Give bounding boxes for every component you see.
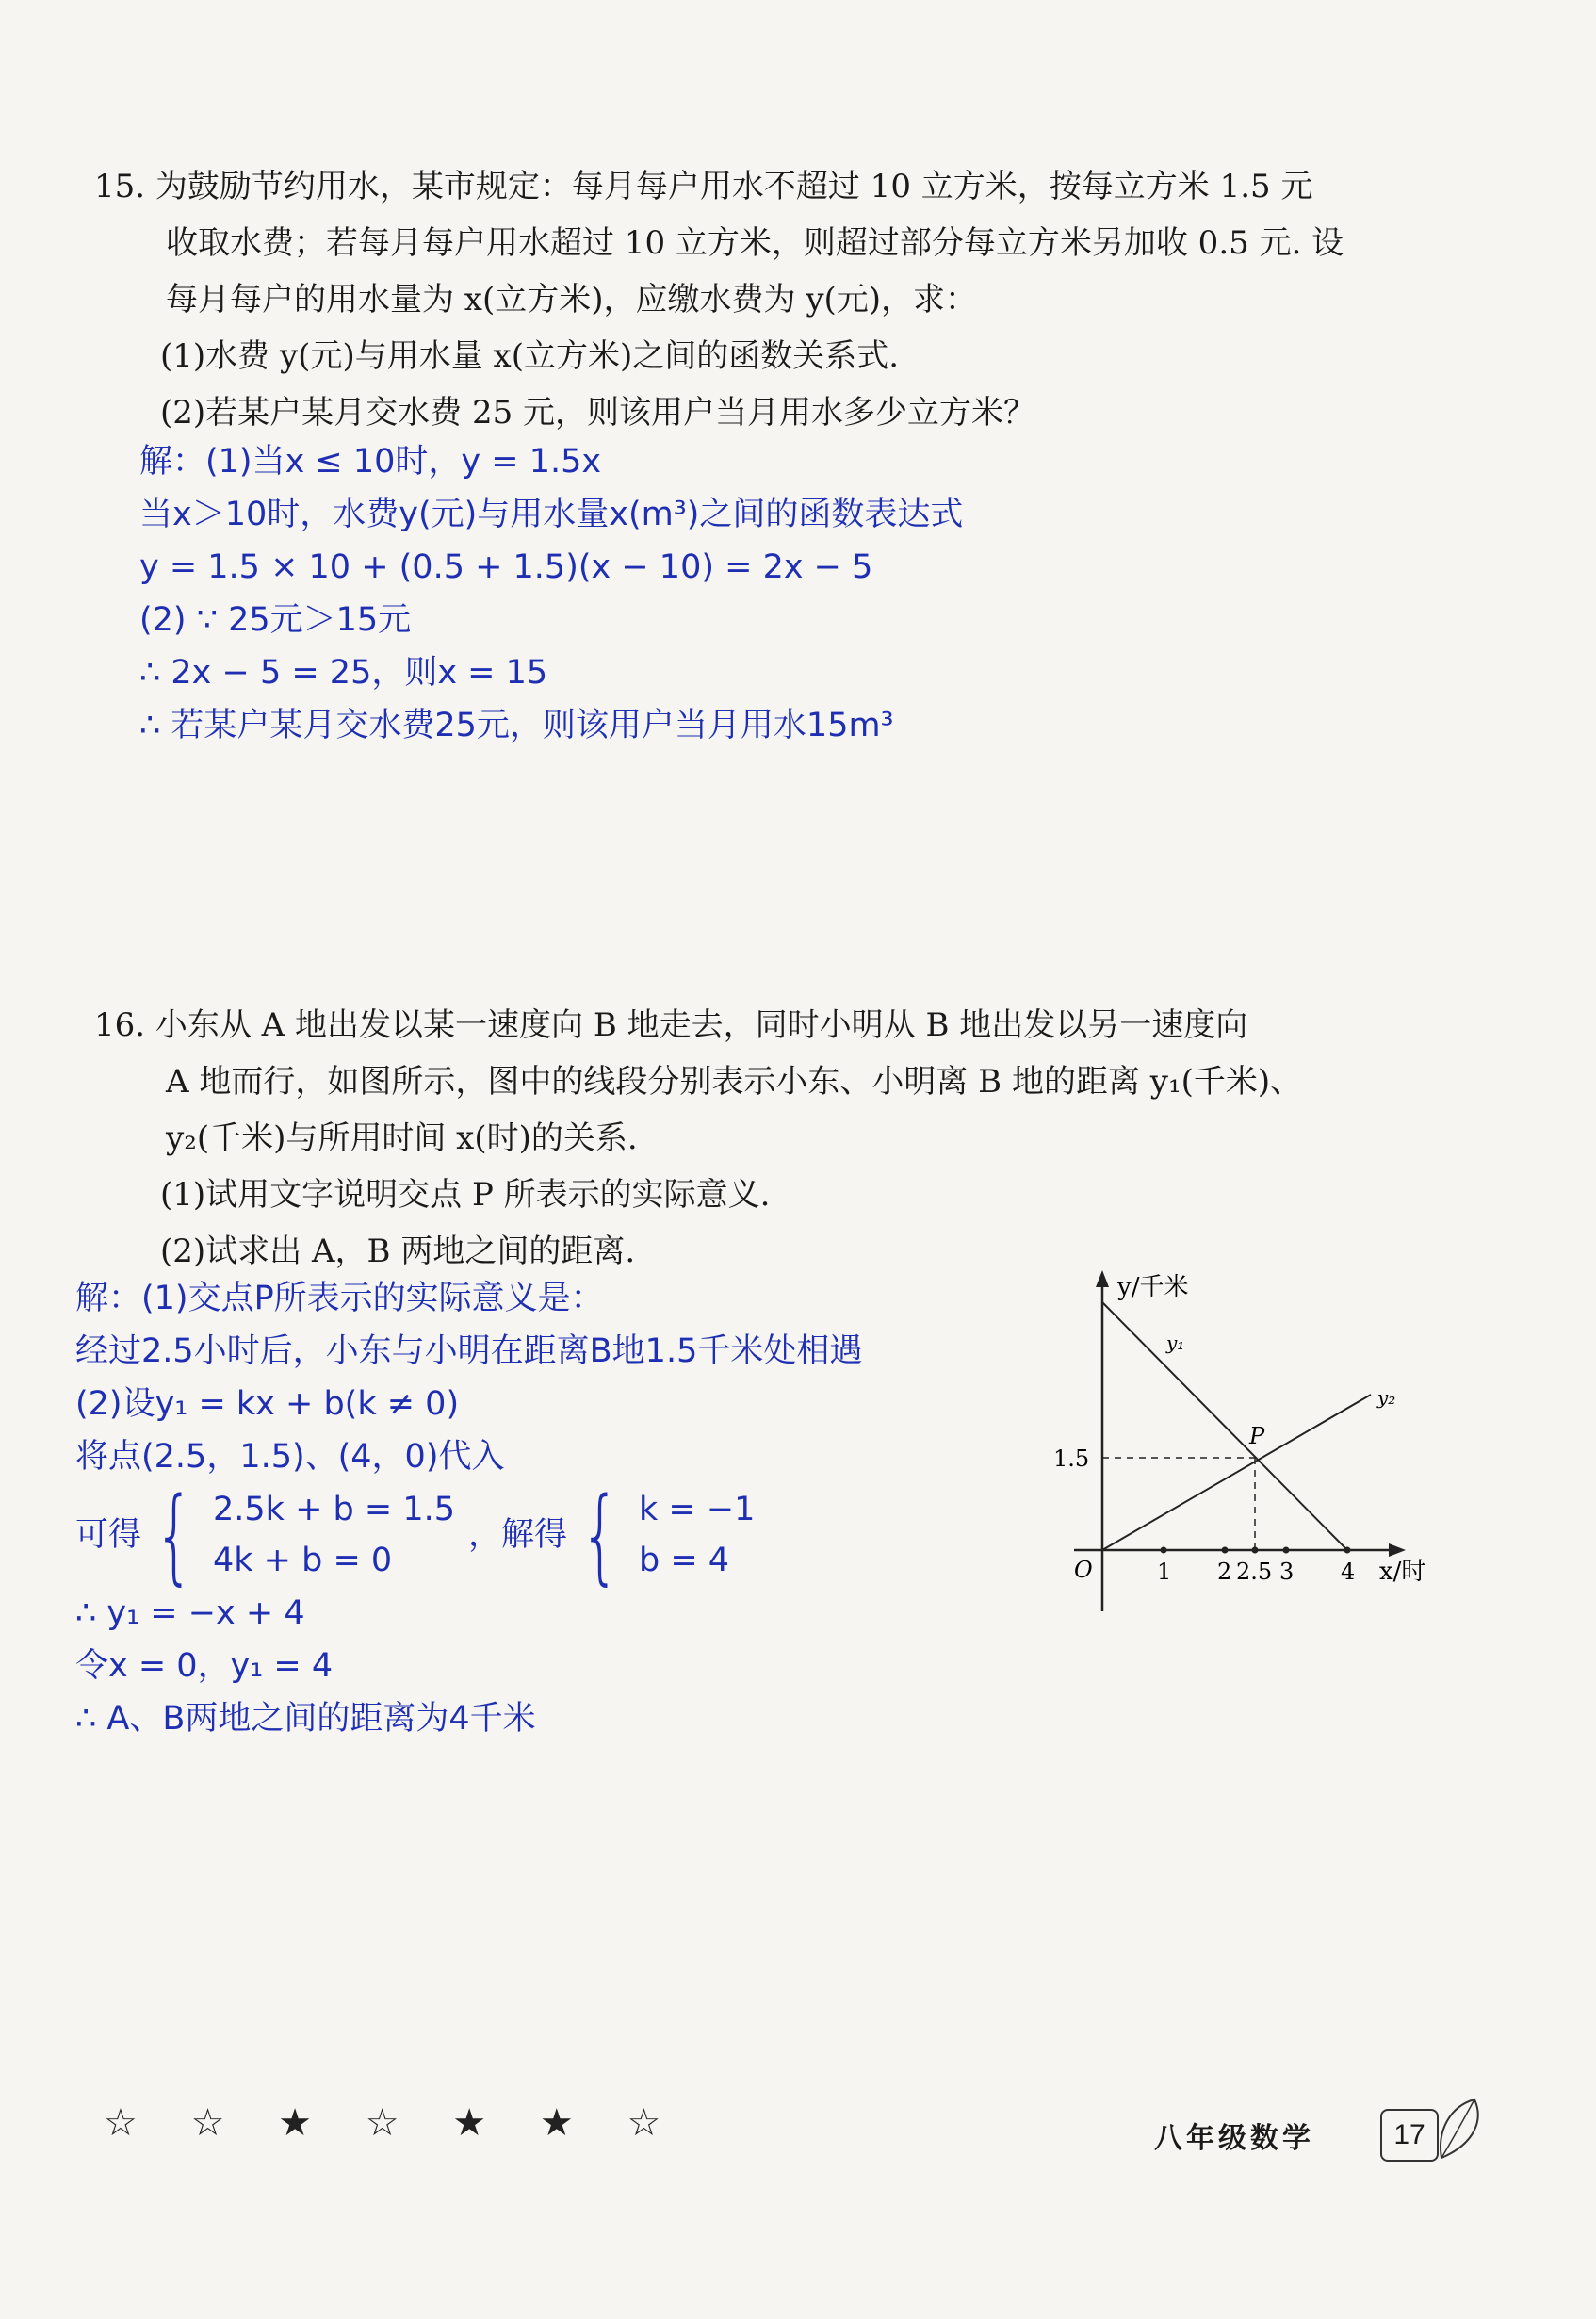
footer-stars: ☆ ☆ ★ ☆ ★ ★ ☆ bbox=[104, 2101, 682, 2145]
a16-line7: 令x = 0，y₁ = 4 bbox=[75, 1647, 334, 1685]
x-tick-label-2: 2 bbox=[1217, 1559, 1232, 1585]
a15-line2: 当x＞10时，水费y(元)与用水量x(m³)之间的函数表达式 bbox=[139, 496, 964, 533]
q16-line2: A 地而行，如图所示，图中的线段分别表示小东、小明离 B 地的距离 y₁(千米)、 bbox=[166, 1063, 1303, 1101]
q15-line3: 每月每户的用水量为 x(立方米)，应缴水费为 y(元)，求： bbox=[166, 281, 978, 318]
a16-line4: 将点(2.5，1.5)、(4，0)代入 bbox=[75, 1438, 505, 1476]
system1-row2: 4k + b = 0 bbox=[213, 1542, 393, 1579]
q15-line2: 收取水费；若每月每户用水超过 10 立方米，则超过部分每立方米另加收 0.5 元. 设 bbox=[166, 224, 1344, 262]
a15-line1: 解：(1)当x ≤ 10时，y = 1.5x bbox=[139, 443, 602, 481]
q16-line1: 16. 小东从 A 地出发以某一速度向 B 地走去，同时小明从 B 地出发以另一速度向 bbox=[94, 1006, 1248, 1044]
point-p-label: P bbox=[1249, 1423, 1265, 1449]
a16-line5-mid: ，解得 bbox=[467, 1516, 567, 1554]
q15-part1: (1)水费 y(元)与用水量 x(立方米)之间的函数关系式. bbox=[160, 337, 900, 375]
q16-part2: (2)试求出 A，B 两地之间的距离. bbox=[160, 1233, 636, 1270]
a16-line8: ∴ A、B两地之间的距离为4千米 bbox=[75, 1700, 536, 1738]
tick-dot-2 bbox=[1222, 1547, 1229, 1554]
a16-line3: (2)设y₁ = kx + b(k ≠ 0) bbox=[75, 1385, 460, 1423]
a16-line5-prefix: 可得 bbox=[75, 1516, 142, 1554]
answer-16 bbox=[75, 1272, 862, 1745]
a15-line5: ∴ 2x − 5 = 25，则x = 15 bbox=[139, 654, 548, 692]
q16-line3: y₂(千米)与所用时间 x(时)的关系. bbox=[166, 1119, 638, 1157]
y-axis-arrow-icon bbox=[1096, 1270, 1109, 1287]
brace-icon: { bbox=[580, 1475, 620, 1595]
system2-row1: k = −1 bbox=[639, 1491, 756, 1528]
x-axis-label: x/时 bbox=[1379, 1558, 1426, 1586]
a15-line6: ∴ 若某户某月交水费25元，则该用户当月用水15m³ bbox=[139, 707, 894, 744]
x-tick-label-3: 3 bbox=[1279, 1559, 1295, 1585]
answer-15 bbox=[139, 435, 963, 752]
tick-dot-2-5 bbox=[1252, 1547, 1259, 1554]
origin-label: O bbox=[1074, 1557, 1093, 1583]
a15-line4: (2) ∵ 25元＞15元 bbox=[139, 601, 412, 639]
y-tick-label: 1.5 bbox=[1053, 1445, 1090, 1472]
leaf-icon bbox=[1432, 2092, 1489, 2167]
distance-time-graph bbox=[1036, 1263, 1470, 1621]
system1-row1: 2.5k + b = 1.5 bbox=[213, 1491, 455, 1528]
series-y2-label: y₂ bbox=[1377, 1386, 1396, 1409]
q15-line1: 15. 为鼓励节约用水，某市规定：每月每户用水不超过 10 立方米，按每立方米 1.5 元 bbox=[94, 168, 1313, 205]
a16-line2: 经过2.5小时后，小东与小明在距离B地1.5千米处相遇 bbox=[75, 1332, 863, 1370]
tick-dot-3 bbox=[1283, 1547, 1290, 1554]
footer-grade-label: 八年级数学 bbox=[1154, 2122, 1314, 2155]
tick-dot-4 bbox=[1344, 1547, 1351, 1554]
question-15 bbox=[94, 158, 1489, 441]
line-y1 bbox=[1102, 1302, 1347, 1550]
q15-part2: (2)若某户某月交水费 25 元，则该用户当月用水多少立方米？ bbox=[160, 394, 1036, 432]
brace-icon: { bbox=[155, 1475, 195, 1595]
y-axis-label: y/千米 bbox=[1117, 1273, 1189, 1301]
x-tick-label-2-5: 2.5 bbox=[1236, 1559, 1273, 1585]
page-number: 17 bbox=[1380, 2109, 1439, 2162]
system2-row2: b = 4 bbox=[639, 1542, 730, 1579]
line-y2 bbox=[1102, 1395, 1371, 1550]
question-16 bbox=[94, 997, 1489, 1280]
a16-line1: 解：(1)交点P所表示的实际意义是： bbox=[75, 1280, 604, 1317]
equation-system-2 bbox=[567, 1475, 756, 1595]
x-axis-arrow-icon bbox=[1389, 1543, 1406, 1557]
x-tick-label-4: 4 bbox=[1341, 1559, 1356, 1585]
a16-line6: ∴ y₁ = −x + 4 bbox=[75, 1594, 305, 1632]
tick-dot-1 bbox=[1161, 1547, 1167, 1554]
equation-system-1 bbox=[141, 1475, 455, 1595]
a16-line5 bbox=[75, 1475, 862, 1595]
series-y1-label: y₁ bbox=[1166, 1331, 1185, 1354]
a15-line3: y = 1.5 × 10 + (0.5 + 1.5)(x − 10) = 2x − 5 bbox=[139, 548, 873, 586]
q16-part1: (1)试用文字说明交点 P 所表示的实际意义. bbox=[160, 1176, 771, 1214]
x-tick-label-1: 1 bbox=[1157, 1559, 1172, 1585]
